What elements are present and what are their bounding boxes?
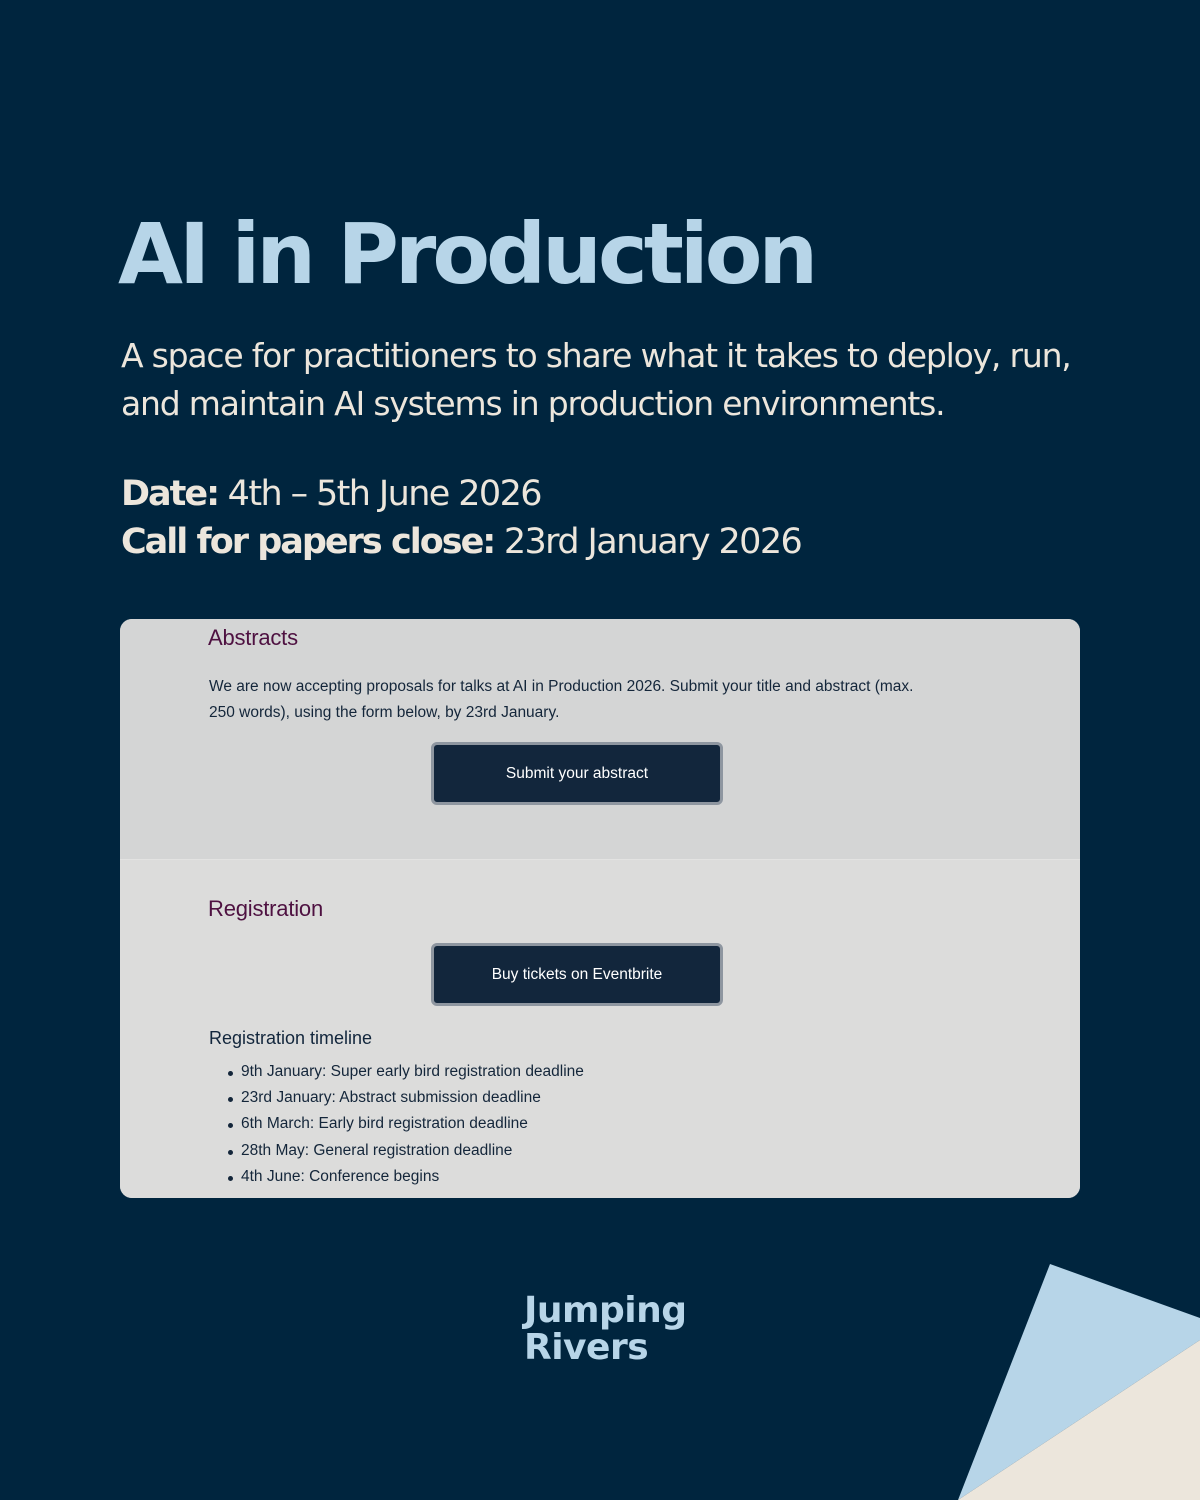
corner-cream-shape xyxy=(958,1340,1200,1500)
event-date-label: Date: xyxy=(121,474,219,514)
timeline-item: 9th January: Super early bird registration deadline xyxy=(209,1059,584,1085)
page-subtitle: A space for practitioners to share what it takes to deploy, run, and maintain AI systems in production environments. xyxy=(121,336,1071,423)
logo-line-1: Jumping xyxy=(524,1290,687,1331)
abstracts-heading: Abstracts xyxy=(208,625,298,650)
page-title: AI in Production xyxy=(118,205,815,303)
event-date xyxy=(121,474,541,514)
event-date-value: 4th – 5th June 2026 xyxy=(227,474,541,514)
buy-tickets-button[interactable]: Buy tickets on Eventbrite xyxy=(431,943,723,1006)
registration-timeline-heading: Registration timeline xyxy=(209,1028,373,1048)
timeline-item: 23rd January: Abstract submission deadline xyxy=(209,1085,584,1111)
abstracts-section xyxy=(120,619,1080,860)
cfp-deadline-value: 23rd January 2026 xyxy=(503,522,802,562)
submit-abstract-button[interactable]: Submit your abstract xyxy=(431,742,723,805)
info-card xyxy=(120,619,1080,1198)
cfp-deadline-label: Call for papers close: xyxy=(121,522,495,562)
registration-timeline-list xyxy=(209,1059,584,1190)
timeline-item: 6th March: Early bird registration deadline xyxy=(209,1111,584,1137)
timeline-item: 28th May: General registration deadline xyxy=(209,1138,584,1164)
logo-line-2: Rivers xyxy=(524,1327,649,1368)
cfp-deadline xyxy=(121,522,801,562)
registration-heading: Registration xyxy=(208,896,323,921)
abstracts-description: We are now accepting proposals for talks at AI in Production 2026. Submit your title and abstract (max. 250 words), using the form below, by 23rd January. xyxy=(209,678,914,721)
registration-section xyxy=(120,860,1080,1198)
jumping-rivers-logo xyxy=(524,1292,687,1366)
corner-blue-shape xyxy=(958,1264,1200,1500)
timeline-item: 4th June: Conference begins xyxy=(209,1164,584,1190)
